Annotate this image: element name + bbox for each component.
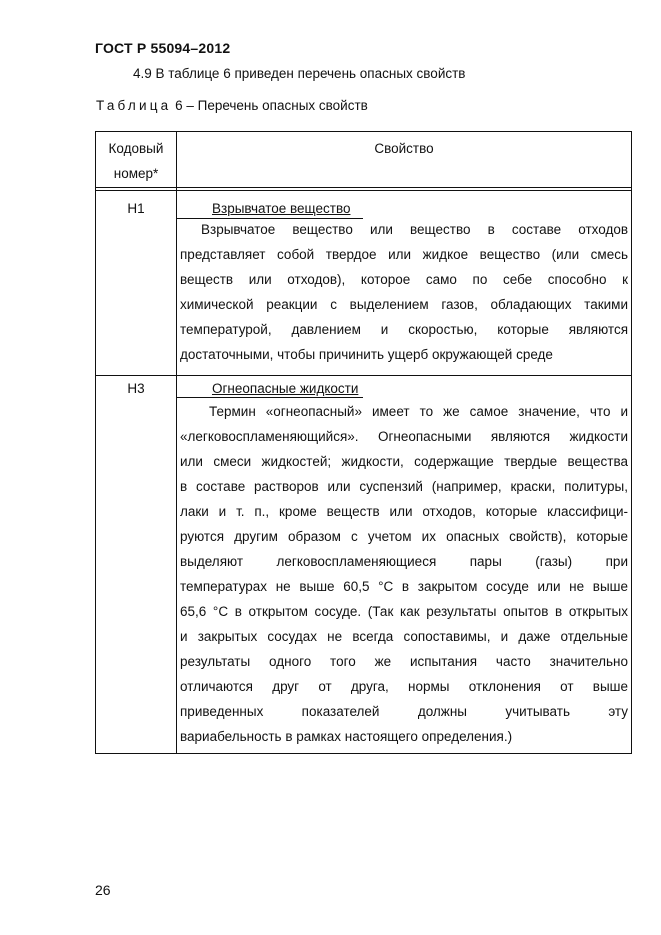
row-text-line: руются другим образом с учетом их опасных свойств), которые	[180, 529, 628, 544]
row-text-line: Взрывчатое вещество или вещество в составе отходов	[201, 222, 628, 237]
table-caption-text: 6 – Перечень опасных свойств	[171, 98, 368, 113]
document-code: ГОСТ Р 55094–2012	[95, 40, 231, 56]
row-divider	[96, 375, 631, 376]
row-text-line: веществ или отходов), которое само по себе способно к	[180, 272, 628, 287]
row-text-line: отличаются друг от друга, нормы отклонения от выше	[180, 679, 628, 694]
hazard-properties-table	[95, 131, 632, 754]
row-text-line: и закрытых сосудах не всегда сопоставимы, и даже отдельные	[180, 629, 628, 644]
row-text-line: «легковоспламеняющийся». Огнеопасными являются жидкости	[180, 429, 628, 444]
header-divider-lower	[96, 190, 631, 191]
title-underline-rule	[177, 397, 363, 398]
header-code-line1: Кодовый	[108, 141, 164, 156]
row-text-line: или смеси жидкостей; жидкости, содержащие твердые вещества	[180, 454, 628, 469]
table-caption	[96, 98, 368, 113]
row-text-line: в составе растворов или суспензий (например, краски, политуры,	[180, 479, 628, 494]
header-code-line2: номер*	[113, 166, 159, 181]
row-text-line: представляет собой твердое или жидкое вещество (или смесь	[180, 247, 628, 262]
row-text-line: достаточными, чтобы причинить ущерб окружающей среде	[180, 347, 553, 362]
row-text-line: выделяют легковоспламеняющиеся пары (газы) при	[180, 554, 628, 569]
row-code-h1: Н1	[127, 201, 145, 216]
row-code-h3: Н3	[127, 381, 145, 396]
row-text-line: 65,6 °С в открытом сосуде. (Так как результаты опытов в открытых	[180, 604, 628, 619]
row-text-line: температурах не выше 60,5 °С в закрытом сосуде или не выше	[180, 579, 628, 594]
header-property: Свойство	[374, 141, 434, 156]
column-divider	[176, 132, 177, 753]
intro-paragraph: 4.9 В таблице 6 приведен перечень опасных свойств	[133, 66, 466, 81]
row-text-line: температурой, давлением и скоростью, которые являются	[180, 322, 628, 337]
header-divider-upper	[96, 187, 631, 188]
row-text-line: вариабельность в рамках настоящего определения.)	[180, 729, 513, 744]
row-text-line: приведенных показателей должны учитывать эту	[180, 704, 628, 719]
row-title-h3: Огнеопасные жидкости	[212, 381, 359, 396]
page-number: 26	[95, 882, 111, 898]
header-code-number	[96, 136, 176, 186]
table-caption-prefix: Таблица	[96, 98, 172, 113]
row-text-line: результаты одного того же испытания часто значительно	[180, 654, 628, 669]
row-text-line: химической реакции с выделением газов, обладающих такими	[180, 297, 628, 312]
row-text-line: Термин «огнеопасный» имеет то же самое значение, что и	[209, 404, 628, 419]
row-title-h1: Взрывчатое вещество	[212, 201, 351, 216]
row-text-line: лаки и т. п., кроме веществ или отходов, которые классифици-	[180, 504, 628, 519]
